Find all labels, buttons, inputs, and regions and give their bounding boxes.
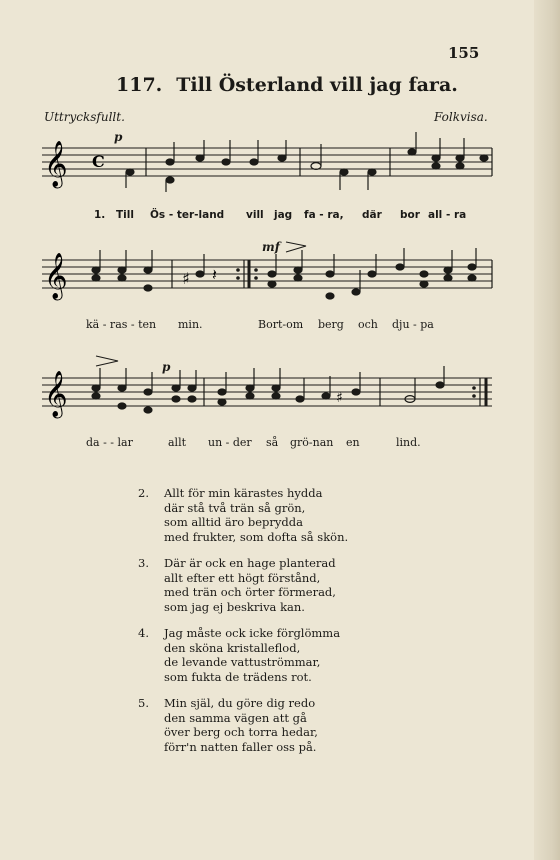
treble-clef-icon: 𝄞 — [44, 371, 68, 417]
verse-line: Min själ, du göre dig redo — [164, 696, 316, 710]
lyric-syllable: bor — [400, 209, 420, 221]
lyric-syllable: berg — [318, 318, 344, 331]
lyric-syllable: Till — [116, 209, 134, 221]
verse-line: den samma vägen att gå — [164, 710, 307, 725]
sharp-icon: ♯ — [182, 269, 190, 288]
lyric-syllable: vill — [246, 209, 264, 221]
treble-clef-icon: 𝄞 — [44, 141, 68, 187]
lyric-syllable: dju - pa — [392, 318, 434, 331]
verse-line: Jag måste ock icke förglömma — [164, 626, 341, 640]
music-staff-1 — [0, 128, 560, 198]
song-number: 117. — [116, 74, 163, 96]
lyric-syllable: Bort-om — [258, 318, 304, 331]
song-title-line — [116, 74, 458, 96]
verse-line: Allt för min kärastes hydda — [164, 486, 323, 500]
lyric-syllable: fa - ra, — [304, 209, 344, 221]
lyric-syllable: kä - ras - ten — [86, 318, 157, 331]
verse-line: som jag ej beskriva kan. — [164, 599, 305, 614]
lyric-syllable: lind. — [396, 436, 421, 449]
lyric-syllable: un - der — [208, 436, 252, 449]
common-time-icon: C — [92, 152, 105, 171]
verse-number: 2. — [138, 486, 149, 500]
treble-clef-icon: 𝄞 — [44, 253, 68, 299]
verse-line: som fukta de trädens rot. — [164, 669, 312, 684]
verse-line: där stå två trän så grön, — [164, 500, 306, 515]
lyric-syllable: så — [266, 436, 279, 449]
crescendo-hairpin-icon — [96, 356, 118, 366]
music-staff-2 — [0, 240, 560, 310]
lyric-syllable: och — [358, 318, 378, 331]
lyric-syllable: min. — [178, 318, 203, 331]
song-title: Till Österland vill jag fara. — [176, 74, 458, 96]
lyric-syllable: Ös - ter-land — [150, 209, 225, 221]
verse-2 — [138, 486, 398, 544]
verse-number: 5. — [138, 696, 149, 710]
verse-line: med trän och örter förmerad, — [164, 585, 336, 599]
staff-lines — [42, 148, 492, 176]
verse-line: Där är ock en hage planterad — [164, 556, 336, 570]
lyric-syllable: en — [346, 436, 360, 449]
sharp-icon: ♯ — [336, 390, 343, 406]
verse-line: allt efter ett högt förstånd, — [164, 570, 321, 585]
verse-line: den sköna kristalleflod, — [164, 640, 301, 655]
quarter-rest-icon: 𝄽 — [212, 265, 217, 284]
music-staff-3 — [0, 354, 560, 434]
genre-label: Folkvisa. — [434, 110, 488, 124]
verse-line: de levande vattuströmmar, — [164, 655, 321, 669]
lyric-syllable: jag — [274, 209, 293, 221]
verse-line: som alltid äro beprydda — [164, 515, 303, 529]
lyric-syllable: da - - lar — [86, 436, 133, 449]
tempo-marking: Uttrycksfullt. — [44, 110, 125, 124]
verse-3 — [138, 556, 398, 614]
dynamic-marking-p: p — [162, 360, 171, 374]
lyric-syllable: allt — [168, 436, 187, 449]
lyric-syllable: grö-nan — [290, 436, 334, 449]
crescendo-hairpin-icon — [286, 242, 306, 252]
lyric-syllable: all - ra — [428, 209, 467, 221]
dynamic-marking-p: p — [114, 130, 123, 144]
verse-number: 3. — [138, 556, 149, 570]
verse-line: med frukter, som dofta så skön. — [164, 529, 349, 544]
verse-5 — [138, 696, 398, 754]
verse-number: 4. — [138, 626, 149, 640]
dynamic-marking-mf: mf — [262, 240, 280, 254]
verse-line: över berg och torra hedar, — [164, 725, 318, 739]
lyric-syllable: där — [362, 209, 382, 221]
page-number: 155 — [448, 44, 480, 62]
verse-4 — [138, 626, 398, 684]
verses-block — [138, 486, 398, 766]
lyric-syllable: 1. — [94, 209, 106, 221]
staff-lines — [42, 378, 492, 406]
verse-line: förr'n natten faller oss på. — [164, 739, 317, 754]
